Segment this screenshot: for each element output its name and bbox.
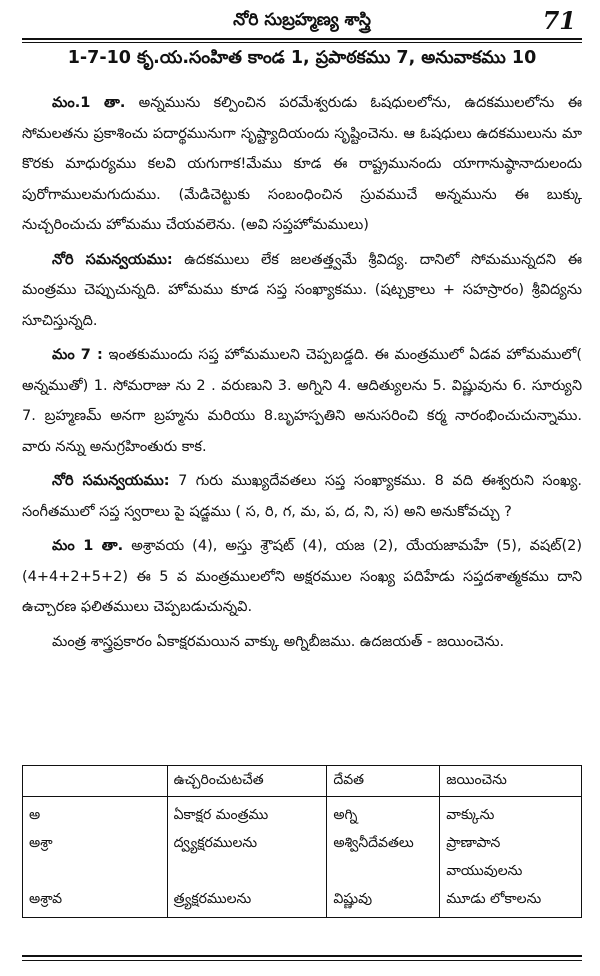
paragraph-lead: మం 7 : xyxy=(52,347,103,363)
cell-line: అశ్వినీదేవతలు xyxy=(333,835,414,851)
cell-line: ఏకాక్షర మంత్రము xyxy=(173,807,269,823)
paragraph xyxy=(22,531,582,623)
paragraph-text: ఉదకములు లేక జలతత్త్వమే శ్రీవిద్య. దానిలో సోమమున్నదని ఈ మంత్రము చెప్పుచున్నది. హోమము కూడ సప్త సంఖ్యాకము. (షట్చక్రాలు + సహస్రారం) శ్రీవిద్యను సూచిస్తున్నది. xyxy=(22,251,583,329)
paragraph-text: అన్నమును కల్పించిన పరమేశ్వరుడు ఓషధులలోను, ఉదకములలోను ఈ సోమలతను ప్రకాశించు పదార్థమునుగా సృష్ట్యాదియందు సృష్టించెను. ఆ ఓషధులు ఉదకములును మా కొరకు మాధుర్యము కలవి యగుగాక!మేము కూడ ఈ రాష్ట్రమునందు యాగానుష్ఠానాదులందు పురోగాములమగుదుము. (మేడిచెట్టుకు సంబంధించిన స్రువముచే అన్నమును ఈ బుక్కు నుచ్చరించుచు హోమము చేయవలెను. (అవి సప్తహోమములు) xyxy=(22,95,582,233)
cell-line xyxy=(333,857,433,885)
cell-line: అ xyxy=(29,807,41,823)
cell-line xyxy=(174,857,321,885)
table-header-row xyxy=(23,766,582,797)
table-cell-conquered xyxy=(440,797,582,918)
table-row xyxy=(23,797,582,918)
paragraph-text: 7 గురు ముఖ్యదేవతలు సప్త సంఖ్యాకము. 8 వది ఈశ్వరుని సంఖ్య. సంగీతములో సప్త స్వరాలు పై షడ్జము ( స, రి, గ, మ, ప, ద, ని, స) అని అనుకోవచ్చు ? xyxy=(22,473,582,520)
table-cell-syllables xyxy=(23,797,168,918)
paragraph xyxy=(22,627,582,658)
mantra-table xyxy=(22,765,582,918)
table-cell-utterance xyxy=(167,797,327,918)
cell-line: అశ్రా xyxy=(29,835,53,851)
header-rule xyxy=(22,38,582,40)
page-number: 71 xyxy=(542,6,576,35)
body-text xyxy=(22,88,582,661)
paragraph xyxy=(22,88,582,241)
running-title: నోరి సుబ్రహ్మణ్య శాస్త్రి xyxy=(233,10,371,30)
paragraph xyxy=(22,340,582,462)
cell-line: అగ్ని xyxy=(333,807,358,823)
paragraph-lead: మం.1 తా. xyxy=(52,95,126,111)
table-header-cell xyxy=(23,766,168,797)
table-header-cell: జయించెను xyxy=(440,766,582,797)
table-cell-deity xyxy=(327,797,440,918)
paragraph-lead: మం 1 తా. xyxy=(52,538,124,554)
header-rule-thin xyxy=(22,42,582,43)
cell-line: ద్వ్యక్షరములను xyxy=(173,835,258,851)
paragraph-text: ఇంతకుముందు సప్త హోమములని చెప్పబడ్డది. ఈ మంత్రములో ఏడవ హోమములో( అన్నముతో) 1. సోమరాజు ను 2 . వరుణుని 3. అగ్నిని 4. ఆదిత్యులను 5. విష్ణువును 6. సూర్యుని 7. బ్రహ్మణమ్ అనగా బ్రహ్మను మరియు 8.బృహస్పతిని అనుసరించి కర్మ నారంభించుచున్నాము. వారు నన్ను అనుగ్రహింతురు కాక. xyxy=(22,347,582,455)
cell-line: త్ర్యక్షరములను xyxy=(173,891,252,907)
paragraph xyxy=(22,466,582,527)
cell-line: మూడు లోకాలను xyxy=(446,891,542,907)
cell-line: అశ్రావ xyxy=(29,891,63,907)
footer-rule xyxy=(22,955,582,957)
cell-line: విష్ణువు xyxy=(333,891,373,907)
paragraph-lead: నోరి సమన్వయము: xyxy=(52,473,170,489)
section-heading: 1-7-10 కృ.య.సంహిత కాండ 1, ప్రపాఠకము 7, అనువాకము 10 xyxy=(67,48,537,68)
paragraph-text: అశ్రావయ (4), అస్తు శ్రౌషట్ (4), యజ (2), యేయజామహే (5), వషట్(2) (4+4+2+5+2) ఈ 5 వ మంత్రములలోని అక్షరముల సంఖ్య పదిహేడు సప్తదశాత్మకము దాని ఉచ్చారణ ఫలితములు చెప్పబడుచున్నవి. xyxy=(22,538,583,615)
paragraph-lead: నోరి సమన్వయము: xyxy=(52,251,173,268)
paragraph-text: మంత్ర శాస్త్రప్రకారం ఏకాక్షరమయిన వాక్కు అగ్నిబీజము. ఉదజయత్ - జయించెను. xyxy=(52,633,505,650)
cell-line: వాయువులను xyxy=(446,863,523,879)
paragraph xyxy=(22,245,582,337)
cell-line: ప్రాణాపాన xyxy=(446,835,501,851)
footer-rule-thin xyxy=(22,960,582,961)
cell-line xyxy=(29,857,161,885)
table-header-cell: ఉచ్చరించుటచేత xyxy=(167,766,327,797)
table-header-cell: దేవత xyxy=(327,766,440,797)
cell-line: వాక్కును xyxy=(446,807,495,823)
